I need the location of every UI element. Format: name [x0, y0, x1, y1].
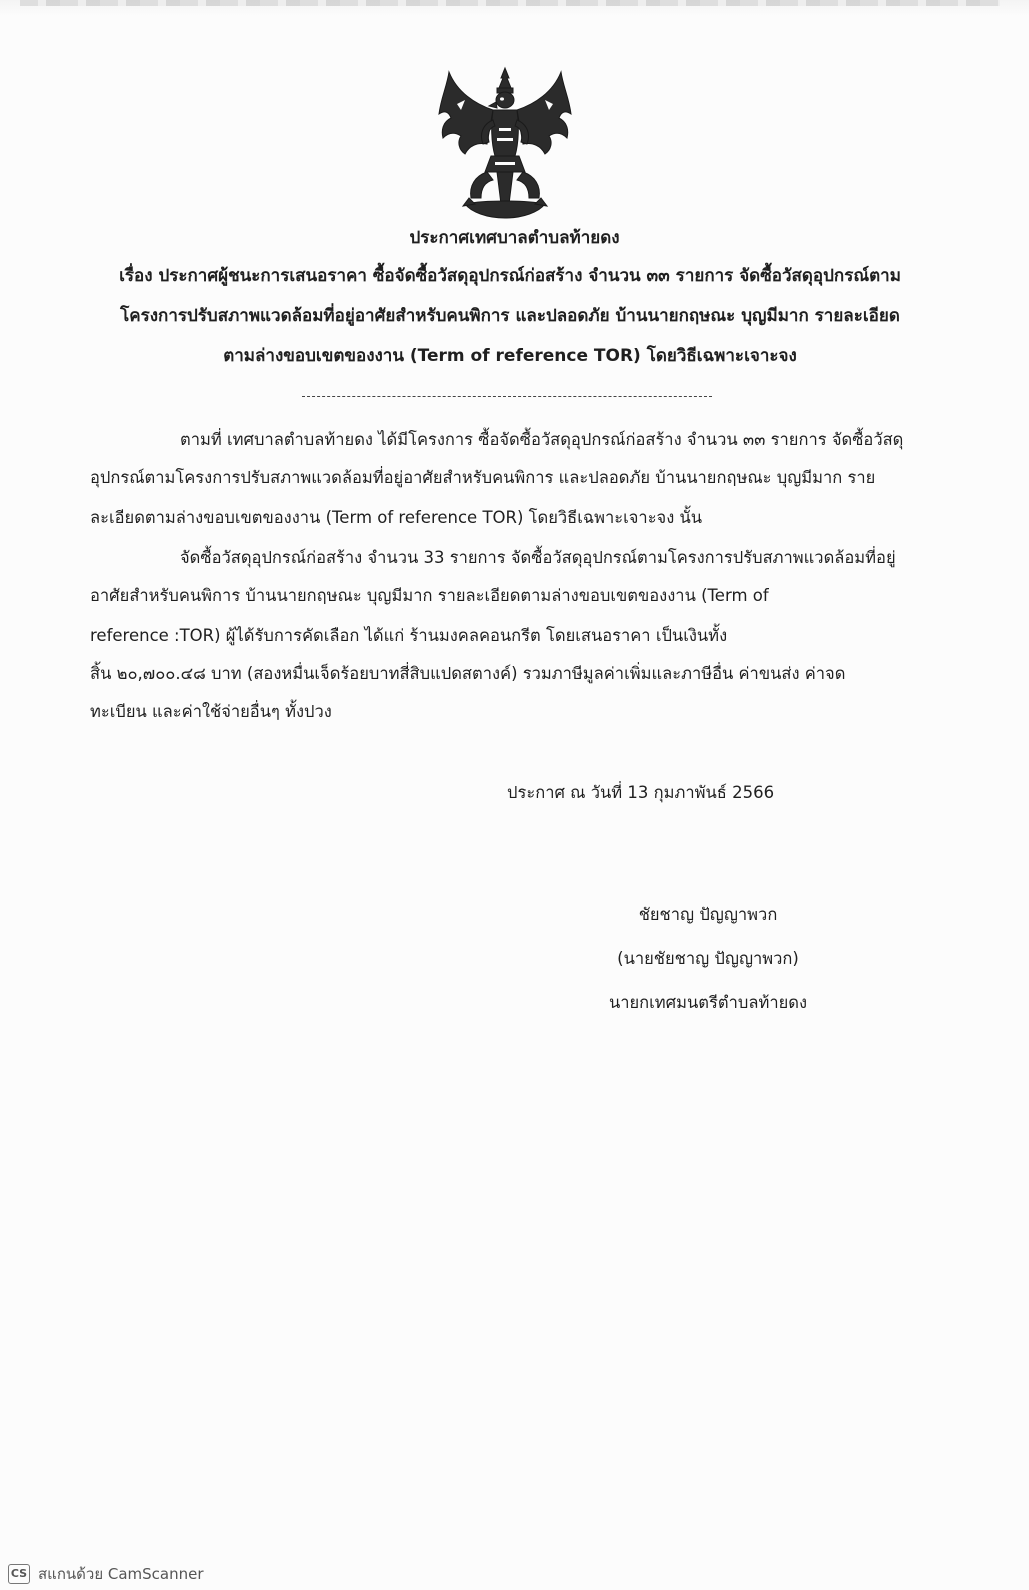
signature-position: นายกเทศมนตรีตำบลท้ายดง — [608, 993, 808, 1012]
paragraph2-line-3: reference :TOR) ผู้ได้รับการคัดเลือก ได้แก่ ร้านมงคลคอนกรีต โดยเสนอราคา เป็นเงินทั้ง — [90, 626, 728, 645]
scan-edge-artifact — [20, 0, 1000, 6]
garuda-emblem-icon — [435, 64, 575, 222]
signature-full-name: (นายชัยชาญ ปัญญาพวก) — [617, 949, 799, 968]
paragraph2-line-5: ทะเบียน และค่าใช้จ่ายอื่นๆ ทั้งปวง — [90, 702, 332, 721]
paragraph2-line-4: สิ้น ๒๐,๗๐๐.๔๘ บาท (สองหมื่นเจ็ดร้อยบาทสี่สิบแปดสตางค์) รวมภาษีมูลค่าเพิ่มและภาษีอื่น ค่าขนส่ง ค่าจด — [90, 664, 846, 683]
paragraph2-line-2: อาศัยสำหรับคนพิการ บ้านนายกฤษณะ บุญมีมาก รายละเอียดตามล่างขอบเขตของงาน (Term of — [90, 586, 769, 605]
camscanner-logo-icon: CS — [8, 1564, 30, 1584]
paragraph1-line-2: อุปกรณ์ตามโครงการปรับสภาพแวดล้อมที่อยู่อาศัยสำหรับคนพิการ และปลอดภัย บ้านนายกฤษณะ บุญมีมาก ราย — [90, 468, 876, 487]
camscanner-watermark — [8, 1562, 204, 1586]
signature-signed-name: ชัยชาญ ปัญญาพวก — [638, 905, 778, 924]
separator-line — [302, 396, 712, 397]
paragraph1-line-3: ละเอียดตามล่างขอบเขตของงาน (Term of reference TOR) โดยวิธีเฉพาะเจาะจง นั้น — [90, 508, 703, 527]
announcement-date: ประกาศ ณ วันที่ 13 กุมภาพันธ์ 2566 — [507, 783, 775, 802]
camscanner-text: สแกนด้วย CamScanner — [38, 1565, 204, 1583]
subject-line-3: ตามล่างขอบเขตของงาน (Term of reference TOR) โดยวิธีเฉพาะเจาะจง — [223, 346, 797, 366]
document-title: ประกาศเทศบาลตำบลท้ายดง — [409, 228, 620, 248]
subject-line-1: เรื่อง ประกาศผู้ชนะการเสนอราคา ซื้อจัดซื้อวัสดุอุปกรณ์ก่อสร้าง จำนวน ๓๓ รายการ จัดซื้อวัสดุอุปกรณ์ตาม — [119, 266, 901, 286]
paragraph2-line-1: จัดซื้อวัสดุอุปกรณ์ก่อสร้าง จำนวน 33 รายการ จัดซื้อวัสดุอุปกรณ์ตามโครงการปรับสภาพแวดล้อมที่อยู่ — [180, 548, 896, 567]
paragraph1-line-1: ตามที่ เทศบาลตำบลท้ายดง ได้มีโครงการ ซื้อจัดซื้อวัสดุอุปกรณ์ก่อสร้าง จำนวน ๓๓ รายการ จัดซื้อวัสดุ — [180, 430, 904, 449]
subject-line-2: โครงการปรับสภาพแวดล้อมที่อยู่อาศัยสำหรับคนพิการ และปลอดภัย บ้านนายกฤษณะ บุญมีมาก รายละเอียด — [120, 306, 900, 326]
